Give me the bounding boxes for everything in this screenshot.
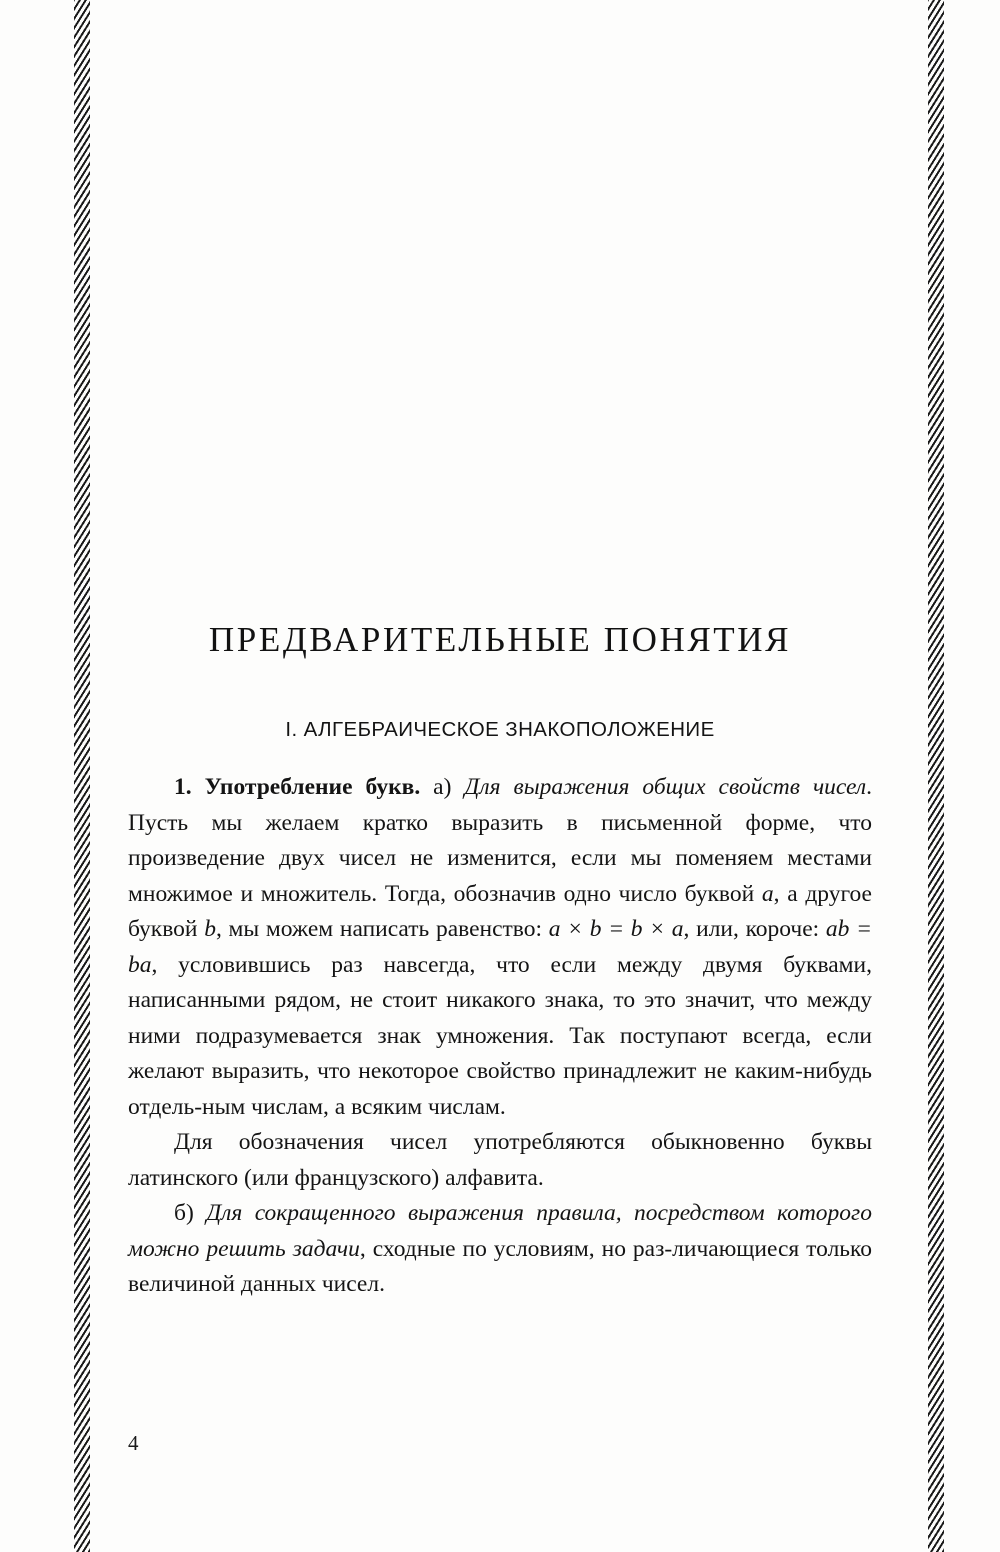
section-title: I. АЛГЕБРАИЧЕСКОЕ ЗНАКОПОЛОЖЕНИЕ [285, 718, 715, 741]
paragraph-1-run-d: , или, короче: [683, 916, 826, 942]
paragraph-3-lead-run: б) [174, 1200, 207, 1226]
paragraph-1-run-b: , а другое буквой [128, 880, 872, 942]
paragraph-1 [128, 770, 872, 1125]
paragraph-1-heading-run: 1. Употребление букв. [174, 774, 421, 800]
paragraph-3-italic-run-a: Для сокращенного выражения правила, посредством которого можно [128, 1200, 872, 1262]
variable-a: a [761, 880, 774, 907]
page-number: 4 [128, 1431, 139, 1455]
paragraph-3-italic-run-b: решить [206, 1235, 286, 1262]
paragraph-1-run-e: , условившись раз навсегда, что если между двумя буквами, написанными рядом, не стоит никакого знака, то это значит, что между ними подразумевается знак умножения. Так поступают всегда, если желают выразить, что некоторое свойство принадлежит не каким-нибудь отдель-ным числам, а всяким числам. [128, 951, 872, 1120]
formula-commutative-short: ab = ba [128, 916, 872, 978]
page-content [128, 620, 872, 1303]
left-margin-hatch-rule [74, 0, 90, 1552]
paragraph-1-run-a: . Пусть мы желаем кратко выразить в письменной форме, что произведение двух чисел не изменится, если мы поменяем местами множимое и множитель. Тогда, обозначив одно число буквой [128, 774, 872, 907]
right-margin-hatch-rule [928, 0, 944, 1552]
paragraph-1-italic-run: Для выражения общих свойств чисел [464, 774, 867, 800]
paragraph-3-run-rest: , сходные по условиям, но раз-личающиеся только величиной данных чисел. [128, 1235, 872, 1297]
paragraph-2: Для обозначения чисел употребляются обыкновенно буквы латинского (или французского) алфавита. [128, 1129, 872, 1191]
paragraph-3-italic-run-c: задачи [285, 1235, 360, 1262]
paragraph-3 [128, 1196, 872, 1303]
variable-b: b [204, 916, 216, 942]
paragraph-1-lead-run: а) [420, 774, 465, 800]
chapter-title: ПРЕДВАРИТЕЛЬНЫЕ ПОНЯТИЯ [208, 620, 792, 659]
paragraph-1-run-c: , мы можем написать равенство: [215, 916, 549, 942]
formula-commutative-long: a × b = b × a [548, 916, 684, 942]
